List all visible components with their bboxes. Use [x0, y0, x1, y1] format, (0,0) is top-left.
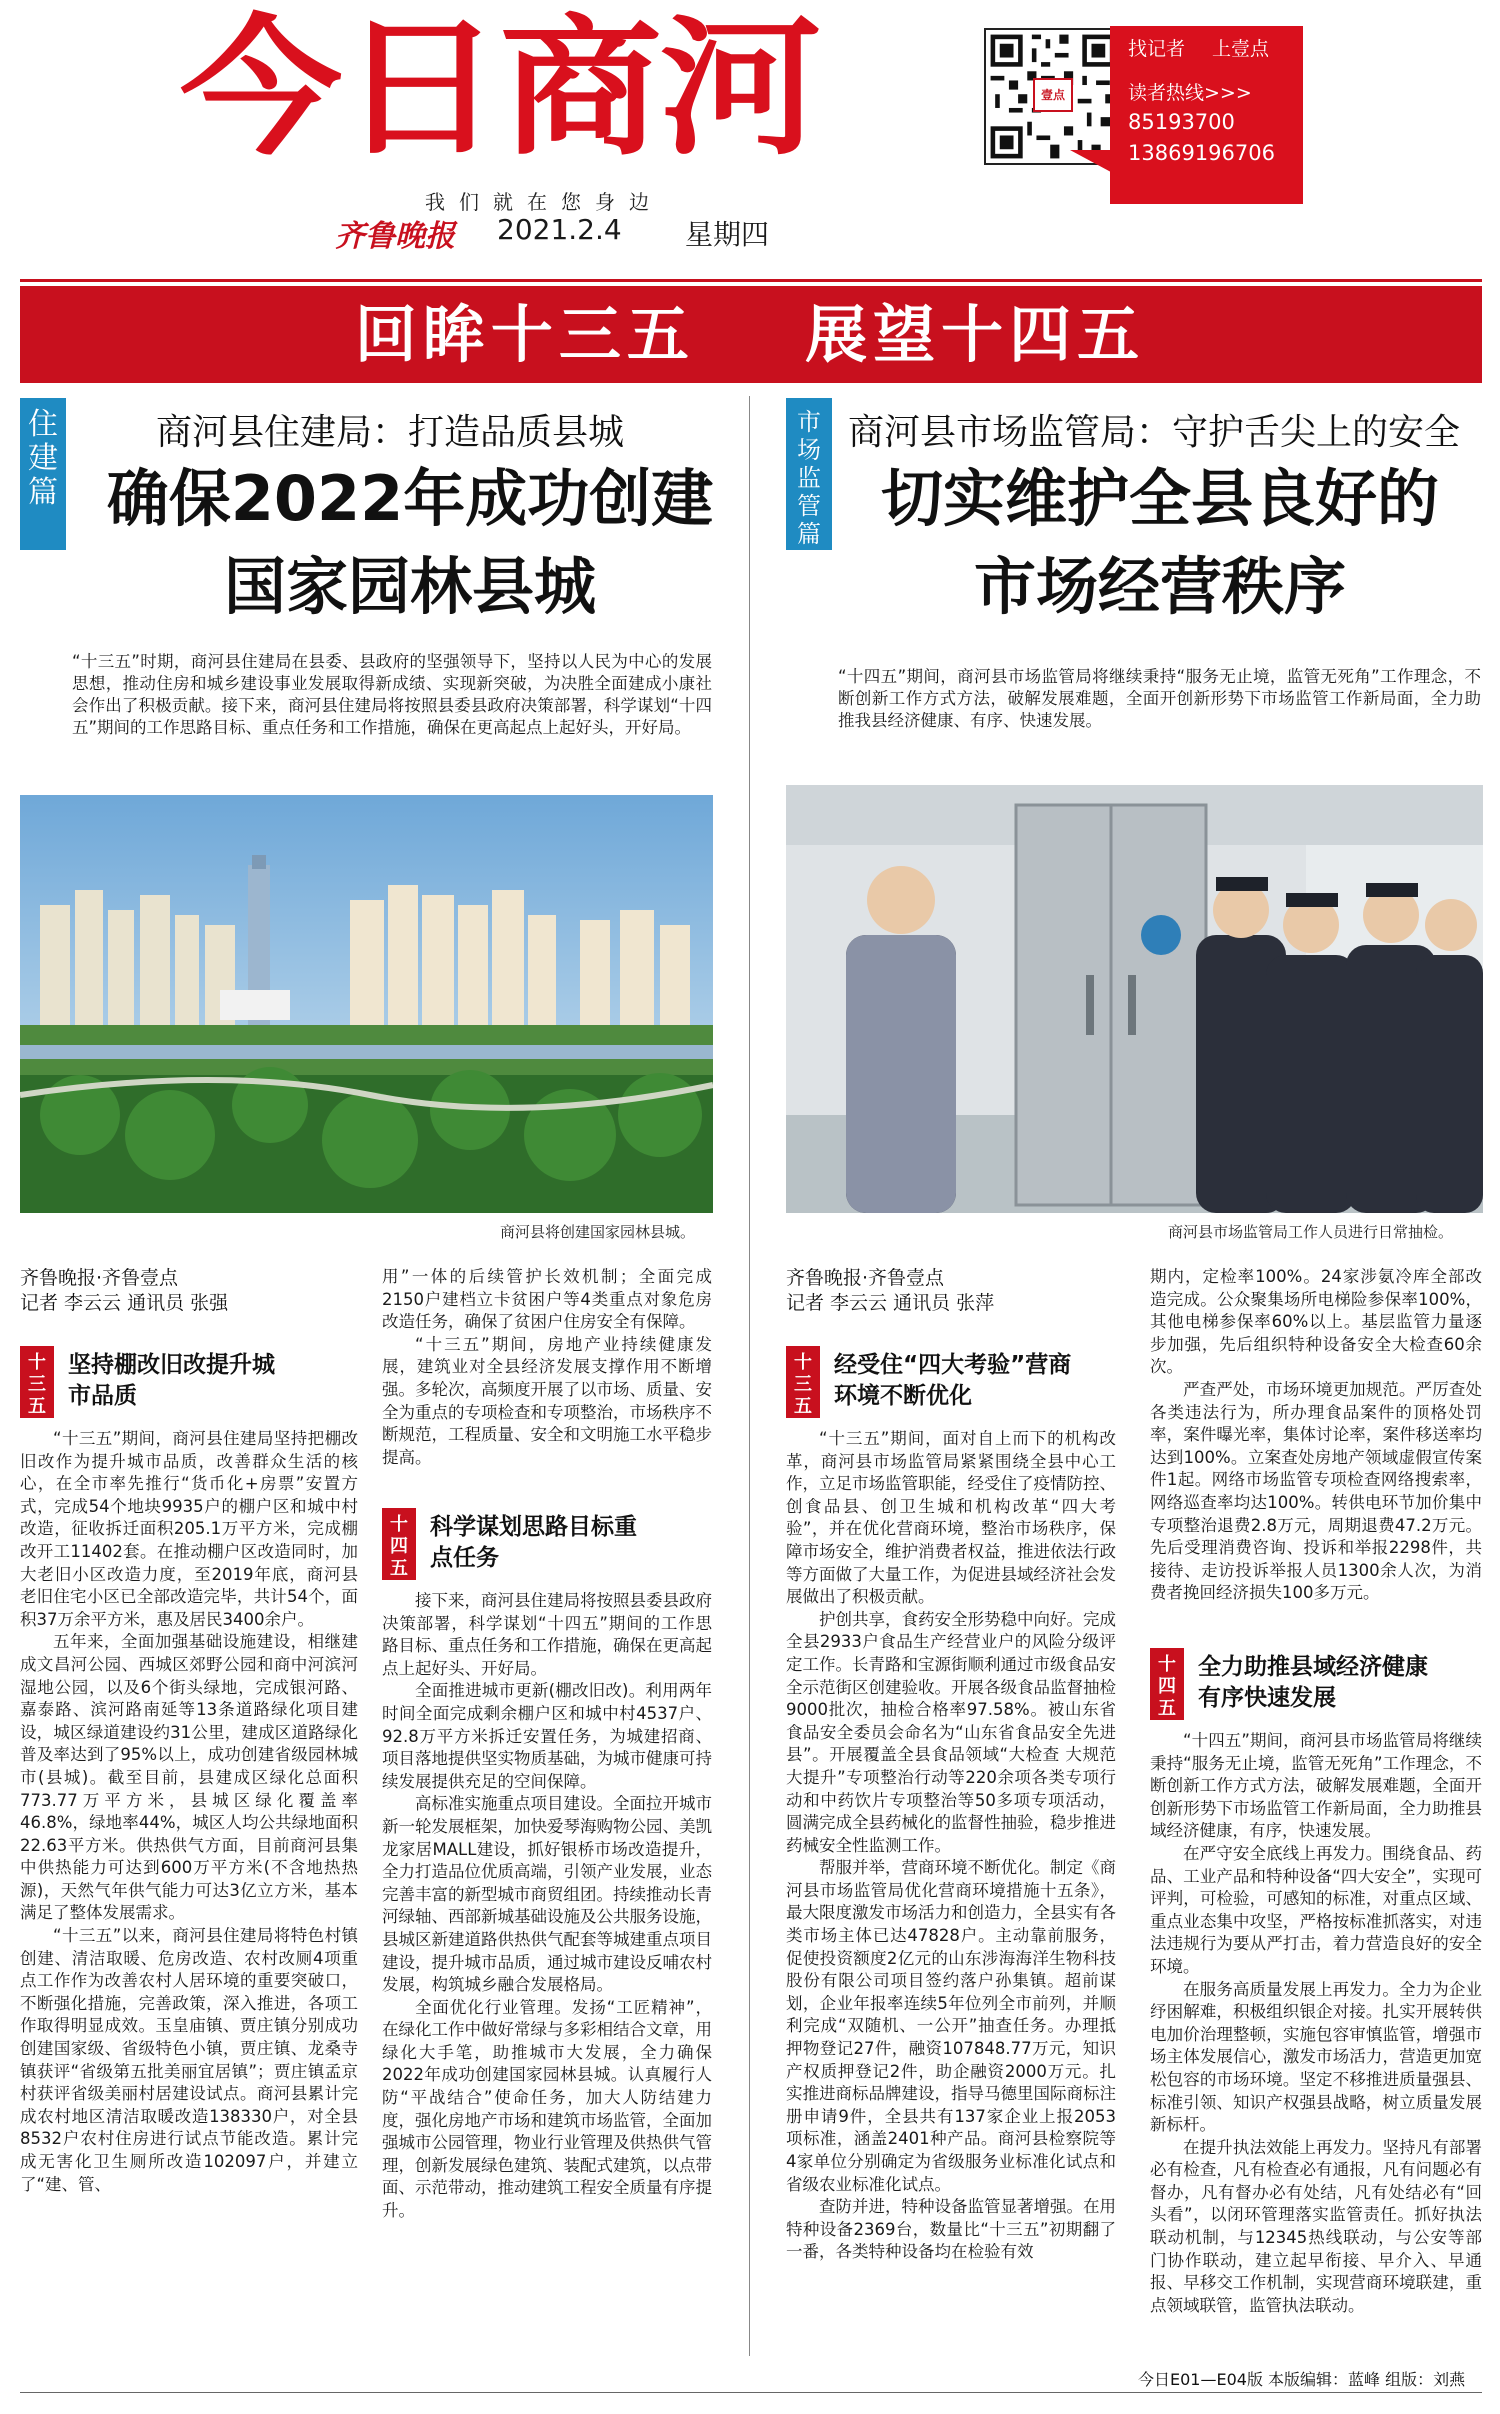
hotline-find-reporter: 找记者: [1128, 38, 1186, 60]
masthead-slogan: 我们就在您身边: [425, 190, 663, 214]
banner-top-rule: [20, 279, 1482, 282]
paragraph: 严查严处，市场环境更加规范。严厉查处各类违法行为，所办理食品案件的顶格处罚率，案件曝光率，集体讨论率，案件移送率均达到100%。立案查处房地产领域虚假宣传案件1起。网络市场监管专项检查网络搜索率，网络巡查率均达100%。转供电环节加价集中专项整治退费2.8万元，周期退费47.2万元。先后受理消费咨询、投诉和举报2298件，共接待、走访投诉举报人员1300余人次，为消费者挽回经济损失100多万元。: [1150, 1379, 1482, 1603]
banner-title: 回眸十三五 展望十四五: [354, 298, 1146, 371]
left-kicker: 商河县住建局：打造品质县城: [156, 412, 625, 453]
right-photo-inspection: [786, 785, 1483, 1213]
right-column-4b: [1150, 1730, 1482, 2317]
hotline-box-pointer: [1070, 150, 1122, 178]
left-column-1: [20, 1428, 358, 2196]
paragraph: “十三五”期间，商河县住建局坚持把棚改旧改作为提升城市品质，改善群众生活的核心，在全市率先推行“货币化+房票”安置方式，完成54个地块9935户的棚户区和城中村改造，征收拆迁面积205.1万平方米，完成棚改开工11402套。在推动棚户区改造同时，加大老旧小区改造力度，至2019年底，商河县老旧住宅小区已全部改造完毕，共计54个，面积37万余平方米，惠及居民3400余户。: [20, 1429, 358, 1629]
right-lead: “十四五”期间，商河县市场监管局将继续秉持“服务无止境，监管无死角”工作理念，不断创新工作方式方法，破解发展难题，全面开创新形势下市场监管工作新局面，全力助推我县经济健康、有序、快速发展。: [838, 667, 1481, 730]
footer-credits: 今日E01—E04版 本版编辑：蓝峰 组版：刘燕: [1138, 2370, 1466, 2389]
paragraph: 五年来，全面加强基础设施建设，相继建成文昌河公园、西城区郊野公园和商中河滨河湿地公园，以及6个街头绿地，完成银河路、嘉泰路、滨河路南延等13条道路绿化项目建设，城区绿道建设约31公里，建成区道路绿化普及率达到了95%以上，成功创建省级园林城市(县城)。截至目前，县建成区绿化总面积773.77万平方米，县城区绿化覆盖率46.8%，绿地率44%，城区人均公共绿地面积22.63平方米。供热供气方面，目前商河县集中供热能力可达到600万平方米(不含地热热源)，天然气年供气能力可达3亿立方米，基本满足了整体发展需求。: [20, 1632, 358, 1923]
left-byline-1: 齐鲁晚报·齐鲁壹点: [20, 1267, 179, 1289]
right-column-3: [786, 1428, 1116, 2264]
paragraph: 在提升执法效能上再发力。坚持凡有部署必有检查，凡有检查必有通报，凡有问题必有督办，凡有督办必有处结，凡有处结必有“回头看”，以闭环管理落实监管责任。抓好执法联动机制，与12345热线联动，与公安等部门协作联动，建立起早衔接、早介入、早通报、早移交工作机制，实现营商环境联建，重点领域联管，监管执法联动。: [1150, 2137, 1482, 2315]
left-photo-caption: 商河县将创建国家园林县城。: [500, 1223, 696, 1241]
paper-name-logo: 齐鲁晚报: [335, 219, 455, 254]
hotline-label: 读者热线>>>: [1128, 82, 1252, 104]
issue-weekday: 星期四: [685, 218, 770, 251]
left-photo-cityscape: [20, 795, 713, 1213]
paragraph: 全面优化行业管理。发扬“工匠精神”，在绿化工作中做好常绿与多彩相结合文章，用绿化大手笔，助推城市大发展，全力确保2022年成功创建国家园林县城。认真履行人防“平战结合”使命任务，加大人防结建力度，强化房地产市场和建筑市场监管，全面加强城市公园管理，物业行业管理及供热供气管理，创新发展绿色建筑、装配式建筑，以点带面、示范带动，推动建筑工程安全质量有序提升。: [382, 1997, 712, 2221]
left-byline-2: 记者 李云云 通讯员 张强: [20, 1292, 229, 1314]
right-headline-2: 市场经营秩序: [973, 550, 1346, 623]
paragraph: “十三五”期间，房地产业持续健康发展，建筑业对全县经济发展支撑作用不断增强。多轮次，高频度开展了以市场、质量、安全为重点的专项检查和专项整治，市场秩序不断规范，工程质量、安全和文明施工水平稳步提高。: [382, 1334, 712, 1467]
hotline-app-name: 上壹点: [1212, 38, 1270, 60]
issue-date: 2021.2.4: [497, 213, 622, 246]
right-photo-caption: 商河县市场监管局工作人员进行日常抽检。: [1168, 1223, 1454, 1241]
paragraph: 护创共享，食药安全形势稳中向好。完成全县2933户食品生产经营业户的风险分级评定工作。长青路和宝源街顺利通过市级食品安全示范街区创建验收。开展各级食品监督抽检9000批次，抽检合格率97.58%。被山东省食品安全委员会命名为“山东省食品安全先进县”。开展覆盖全县食品领域“大检查 大规范 大提升”专项整治行动等220余项各类专项行动和中药饮片专项整治等50多项专项活动，圆满完成全县药械化的监督性抽验，稳步推进药械安全性监测工作。: [786, 1609, 1116, 1855]
left-headline-2: 国家园林县城: [223, 550, 596, 623]
paragraph-continued: 期内，定检率100%。24家涉氨冷库全部改造完成。公众聚集场所电梯险参保率100%，其他电梯参保率60%以上。基层监管力量逐步加强，先后组织特种设备安全大检查60余次。: [1150, 1267, 1482, 1377]
paragraph: 高标准实施重点项目建设。全面拉开城市新一轮发展框架，加快爱琴海购物公园、美凯龙家居MALL建设，抓好银桥市场改造提升，全力打造品位优质高端，引领产业发展，业态完善丰富的新型城市商贸组团。持续推动长青河绿轴、西部新城基础设施及公共服务设施，县城区新建道路供热供气配套等城建重点项目建设，提升城市品质，通过城市建设反哺农村发展，构筑城乡融合发展格局。: [382, 1794, 712, 1995]
left-section1-badge: 十三五: [20, 1346, 54, 1418]
paragraph: “十三五”期间，面对自上而下的机构改革，商河县市场监管局紧紧围绕全县中心工作，立足市场监管职能，经受住了疫情防控、创食品县、创卫生城和机构改革“四大考验”，并在优化营商环境，整治市场秩序，保障市场安全，维护消费者权益，推进依法行政等方面做了大量工作，为促进县域经济社会发展做出了积极贡献。: [786, 1429, 1116, 1607]
masthead-title: 今日商河: [180, 2, 820, 176]
left-section1-title: 坚持棚改旧改提升城市品质: [68, 1352, 275, 1409]
qr-badge-logo: 壹点: [1033, 78, 1073, 112]
right-section1-title: 经受住“四大考验”营商环境不断优化: [834, 1352, 1072, 1409]
footer-rule: [20, 2392, 1482, 2393]
right-column-4: [1150, 1266, 1482, 1605]
paragraph: 接下来，商河县住建局将按照县委县政府决策部署，科学谋划“十四五”期间的工作思路目标、重点任务和工作措施，确保在更高起点上起好头、开好局。: [382, 1591, 712, 1678]
paragraph: 在严守安全底线上再发力。围绕食品、药品、工业产品和特种设备“四大安全”，实现可评判，可检验，可感知的标准，对重点区域、重点业态集中攻坚，严格按标准抓落实，对违法违规行为要从严打击，着力营造良好的安全环境。: [1150, 1843, 1482, 1976]
hotline-phone-1: 85193700: [1128, 110, 1235, 134]
left-section2-badge: 十四五: [382, 1508, 416, 1580]
right-kicker: 商河县市场监管局：守护舌尖上的安全: [848, 412, 1461, 453]
right-byline-1: 齐鲁晚报·齐鲁壹点: [786, 1267, 945, 1289]
right-section2-badge: 十四五: [1150, 1648, 1184, 1720]
left-column-2: [382, 1266, 712, 1469]
paragraph: 帮服并举，营商环境不断优化。制定《商河县市场监管局优化营商环境措施十五条》，最大限度激发市场活力和创造力，全县实有各类市场主体已达47828户。主动靠前服务，促使投资额度2亿元的山东涉海海洋生物科技股份有限公司项目签约落户孙集镇。超前谋划，企业年报率连续5年位列全市前列，并顺利完成“双随机、一公开”抽查任务。办理抵押物登记27件，融资107848.77万元，知识产权质押登记2件，助企融资2000万元。扎实推进商标品牌建设，指导马德里国际商标注册申请9件，全县共有137家企业上报2053项标准，涵盖2401种产品。商河县检察院等4家单位分别确定为省级服务业标准化试点和省级农业标准化试点。: [786, 1858, 1116, 2194]
paragraph: 查防并进，特种设备监管显著增强。在用特种设备2369台，数量比“十三五”初期翻了一番，各类特种设备均在检验有效: [786, 2197, 1116, 2262]
paragraph: 在服务高质量发展上再发力。全力为企业纾困解难，积极组织银企对接。扎实开展转供电加价治理整顿，实施包容审慎监管，增强市场主体发展信心，激发市场活力，营造更加宽松包容的市场环境。坚定不移推进质量强县、标准引领、知识产权强县战略，树立质量发展新标杆。: [1150, 1979, 1482, 2135]
left-column-2b: [382, 1590, 712, 2223]
hotline-phone-2: 13869196706: [1128, 141, 1275, 165]
right-section2-title: 全力助推县域经济健康有序快速发展: [1198, 1654, 1428, 1711]
center-column-divider: [749, 396, 750, 2356]
right-byline-2: 记者 李云云 通讯员 张萍: [786, 1292, 995, 1314]
left-headline-1: 确保2022年成功创建: [106, 462, 714, 535]
paragraph: “十三五”以来，商河县住建局将特色村镇创建、清洁取暖、危房改造、农村改厕4项重点工作作为改善农村人居环境的重要突破口，不断强化措施，完善政策，深入推进，各项工作取得明显成效。玉皇庙镇、贾庄镇分别成功创建国家级、省级特色小镇，贾庄镇、龙桑寺镇获评“省级第五批美丽宜居镇”；贾庄镇孟京村获评省级美丽村居建设试点。商河县累计完成农村地区清洁取暖改造138330户，对全县8532户农村住房进行试点节能改造。累计完成无害化卫生厕所改造102097户，并建立了“建、管、: [20, 1926, 358, 2194]
paragraph: 全面推进城市更新(棚改旧改)。利用两年时间全面完成剩余棚户区和城中村4537户、92.8万平方米拆迁安置任务，为城建招商、项目落地提供坚实物质基础，为城市健康可持续发展提供充足的空间保障。: [382, 1681, 712, 1791]
paragraph-continued: 用”一体的后续管护长效机制；全面完成2150户建档立卡贫困户等4类重点对象危房改造任务，确保了贫困户住房安全有保障。: [382, 1267, 712, 1332]
right-headline-1: 切实维护全县良好的: [880, 462, 1439, 535]
paragraph: “十四五”期间，商河县市场监管局将继续秉持“服务无止境，监管无死角”工作理念，不断创新工作方式方法，破解发展难题，全面开创新形势下市场监管工作新局面，全力助推县域经济健康，有序，快速发展。: [1150, 1731, 1482, 1841]
section-tag-left: 住建篇: [20, 398, 66, 550]
right-section1-badge: 十三五: [786, 1346, 820, 1418]
left-section2-title: 科学谋划思路目标重点任务: [430, 1514, 637, 1571]
section-tag-right: 市场监管篇: [786, 398, 832, 550]
left-lead: “十三五”时期，商河县住建局在县委、县政府的坚强领导下，坚持以人民为中心的发展思想，推动住房和城乡建设事业发展取得新成绩、实现新突破，为决胜全面建成小康社会作出了积极贡献。接下来，商河县住建局将按照县委县政府决策部署，科学谋划“十四五”期间的工作思路目标、重点任务和工作措施，确保在更高起点上起好头，开好局。: [72, 652, 712, 737]
